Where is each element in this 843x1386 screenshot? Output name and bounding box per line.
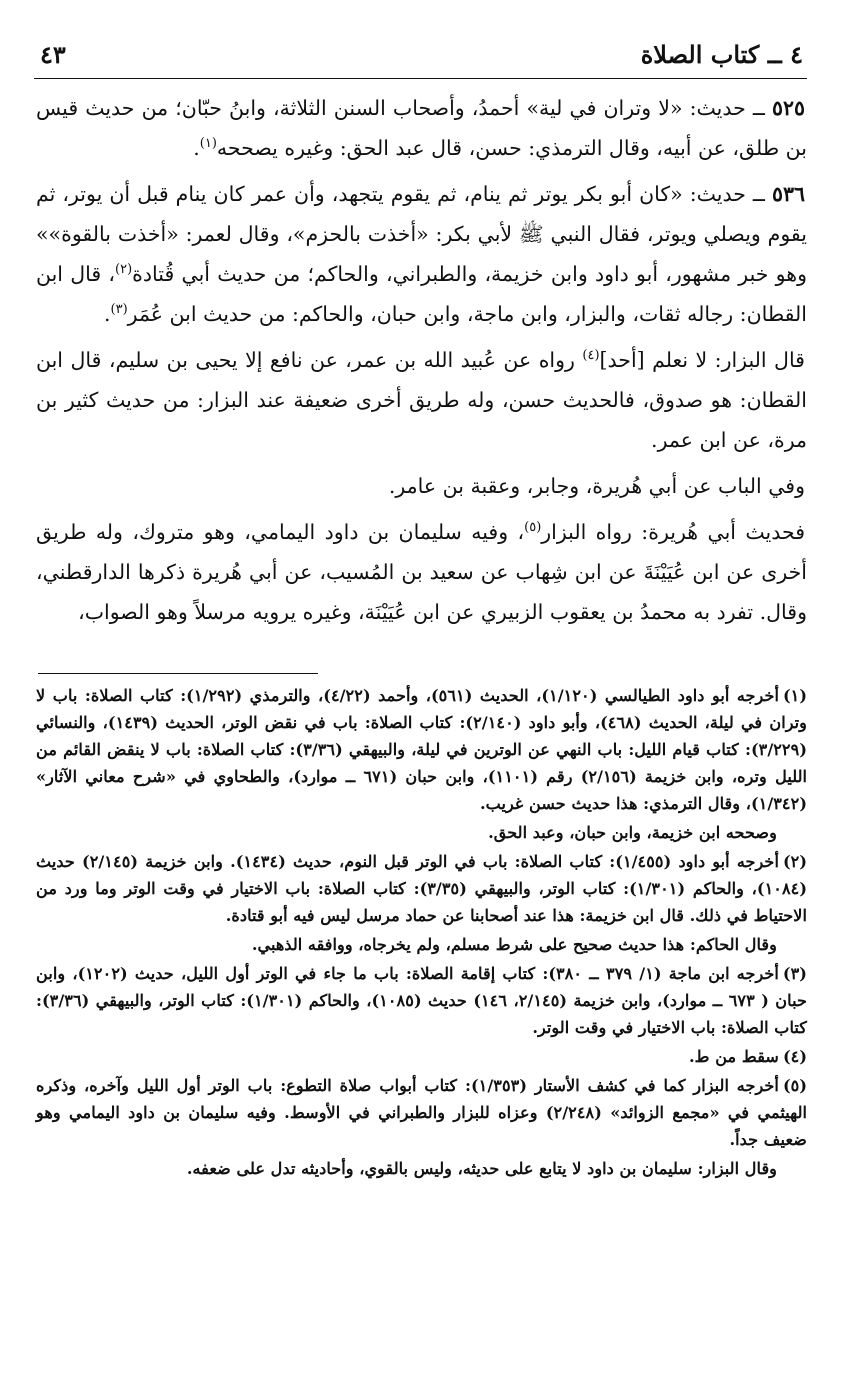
paragraph-text: ــ حديث: «كان أبو بكر يوتر ثم ينام، ثم يقوم يتجهد، وأن عمر كان ينام قبل أن يوتر، ثم يقوم ويصلي ويوتر، فقال النبي ﷺ لأبي بكر: «أخذت بالحزم»، وقال لعمر: «أخذت بالقوة»» وهو خبر مشهور، أبو داود وابن خزيمة، والطبراني، والحاكم؛ من حديث أبي قُتادة — [36, 182, 807, 286]
paragraph-text-continued: ، قال ابن القطان: رجاله ثقات، والبزار، وابن ماجة، وابن حبان، والحاكم: من حديث ابن عُمَر — [36, 262, 807, 326]
footnotes — [36, 682, 807, 1184]
hadith-number: ٥٣٦ — [771, 182, 805, 206]
paragraph-text-continued: ، وفيه سليمان بن داود اليمامي، وهو متروك، وله طريق أخرى عن ابن عُيَيْنَةَ عن ابن شِهاب عن سعيد بن المُسيب، عن أبي هُريرة ذكرها الدارقطني، وقال. تفرد به محمدُ بن يعقوب الزبيري عن ابن عُيَيْنَة، وغيره يرويه مرسلاً وهو الصواب، — [36, 520, 807, 624]
footnote-ref: (٢) — [115, 262, 133, 278]
footnote-number: (١) — [782, 686, 808, 705]
paragraph-text: ــ حديث: «لا وتران في لية» أحمدُ، وأصحاب السنن الثلاثة، وابنُ حبّان؛ من حديث قيس بن طلق، عن أبيه، وقال الترمذي: حسن، قال عبد الحق: وغيره يصححه — [36, 96, 807, 160]
paragraph-text: فحديث أبي هُريرة: رواه البزار — [541, 520, 805, 544]
footnote-text: أخرجه البزار كما في كشف الأستار (١/٣٥٣): كتاب أبواب صلاة التطوع: باب الوتر أول الليل وآخره، وذكره الهيثمي في «مجمع الزوائد» (٢/٢٤٨) وعزاه للبزار والطبراني في الأوسط. وفيه سليمان بن داود اليمامي وهو ضعيف جداً. — [36, 1076, 807, 1149]
footnote-ref: (٥) — [524, 520, 542, 536]
hadith-paragraph-525 — [36, 88, 807, 168]
footnote-text: أخرجه ابن ماجة (١/ ٣٧٩ ــ ٣٨٠): كتاب إقامة الصلاة: باب ما جاء في الوتر أول الليل، حديث (١٢٠٢)، وابن حبان ( ٦٧٣ ــ موارد)، وابن خزيمة (٢/١٤٥، ١٤٦) حديث (١٠٨٥)، والحاكم (١/٣٠١): كتاب الوتر، والبيهقي (٣/٣٦): كتاب الصلاة: باب الاختيار في وقت الوتر. — [36, 964, 807, 1037]
footnote-text: أخرجه أبو داود الطيالسي (١/١٢٠)، الحديث (٥٦١)، وأحمد (٤/٢٢)، والترمذي (١/٢٩٢): كتاب الصلاة: باب لا وتران في ليلة، الحديث (٤٦٨)، وأبو داود (٢/١٤٠): كتاب الصلاة: باب في نقض الوتر، الحديث (١٤٣٩)، والنسائي (٣/٢٢٩): كتاب قيام الليل: باب النهي عن الوترين في ليلة، والبيهقي (٣/٣٦): كتاب الصلاة: باب لا ينقض القائم من الليل وتره، وابن خزيمة (٢/١٥٦) رقم (١١٠١)، وابن حبان (٦٧١ ــ موارد)، والطحاوي في «شرح معاني الآثار» (١/٣٤٢)، وقال الترمذي: هذا حديث حسن غريب. — [36, 686, 808, 813]
footnote-number: (٤) — [782, 1047, 807, 1066]
footnote-5-note: وقال البزار: سليمان بن داود لا يتابع على حديثه، وليس بالقوي، وأحاديثه تدل على ضعفه. — [186, 1159, 777, 1178]
footnote-separator — [38, 673, 318, 674]
footnote-2-note: وقال الحاكم: هذا حديث صحيح على شرط مسلم، ولم يخرجاه، ووافقه الذهبي. — [251, 935, 777, 954]
footnote-ref: (٤) — [582, 348, 600, 364]
abu-hurayra-paragraph — [36, 512, 807, 632]
paragraph-text: قال البزار: لا نعلم [أحد] — [599, 348, 805, 372]
footnote-text: سقط من ط. — [688, 1047, 779, 1066]
paragraph-end: . — [103, 302, 111, 326]
footnote-3 — [36, 960, 807, 1041]
footnote-1-note: وصححه ابن خزيمة، وابن حبان، وعبد الحق. — [488, 823, 777, 842]
chapter-paragraph — [36, 466, 807, 506]
footnote-number: (٢) — [782, 852, 807, 871]
footnote-5 — [36, 1072, 807, 1153]
footnote-2 — [36, 848, 807, 929]
page-number: ٤٣ — [40, 40, 66, 69]
footnote-text: أخرجه أبو داود (١/٤٥٥): كتاب الصلاة: باب في الوتر قبل النوم، حديث (١٤٣٤). وابن خزيمة (٢/١٤٥) حديث (١٠٨٤)، والحاكم (١/٣٠١): كتاب الوتر، والبيهقي (٣/٣٥): كتاب الصلاة: باب الاختيار في وقت الوتر وما ورد من الاحتياط في ذلك. قال ابن خزيمة: هذا عند أصحابنا عن حماد مرسل ليس فيه أبو قتادة. — [36, 852, 808, 925]
hadith-number: ٥٢٥ — [771, 96, 805, 120]
footnote-number: (٣) — [782, 964, 807, 983]
footnote-ref: (١) — [199, 136, 217, 152]
hadith-paragraph-536 — [36, 174, 807, 334]
page-header — [34, 30, 807, 79]
paragraph-text-continued: رواه عن عُبيد الله بن عمر، عن نافع إلا يحيى بن سليم، قال ابن القطان: هو صدوق، فالحديث حسن، وله طريق أخرى ضعيفة عند البزار: من حديث كثير بن مرة، عن ابن عمر. — [36, 348, 807, 452]
footnote-1 — [36, 682, 807, 817]
paragraph-text: وفي الباب عن أبي هُريرة، وجابر، وعقبة بن عامر. — [388, 474, 805, 498]
footnote-4 — [36, 1043, 807, 1070]
main-text — [36, 88, 807, 638]
bazzar-paragraph — [36, 340, 807, 460]
paragraph-end: . — [193, 136, 200, 160]
running-title: ٤ ــ كتاب الصلاة — [640, 40, 803, 69]
footnote-ref: (٣) — [110, 302, 128, 318]
footnote-number: (٥) — [782, 1076, 807, 1095]
